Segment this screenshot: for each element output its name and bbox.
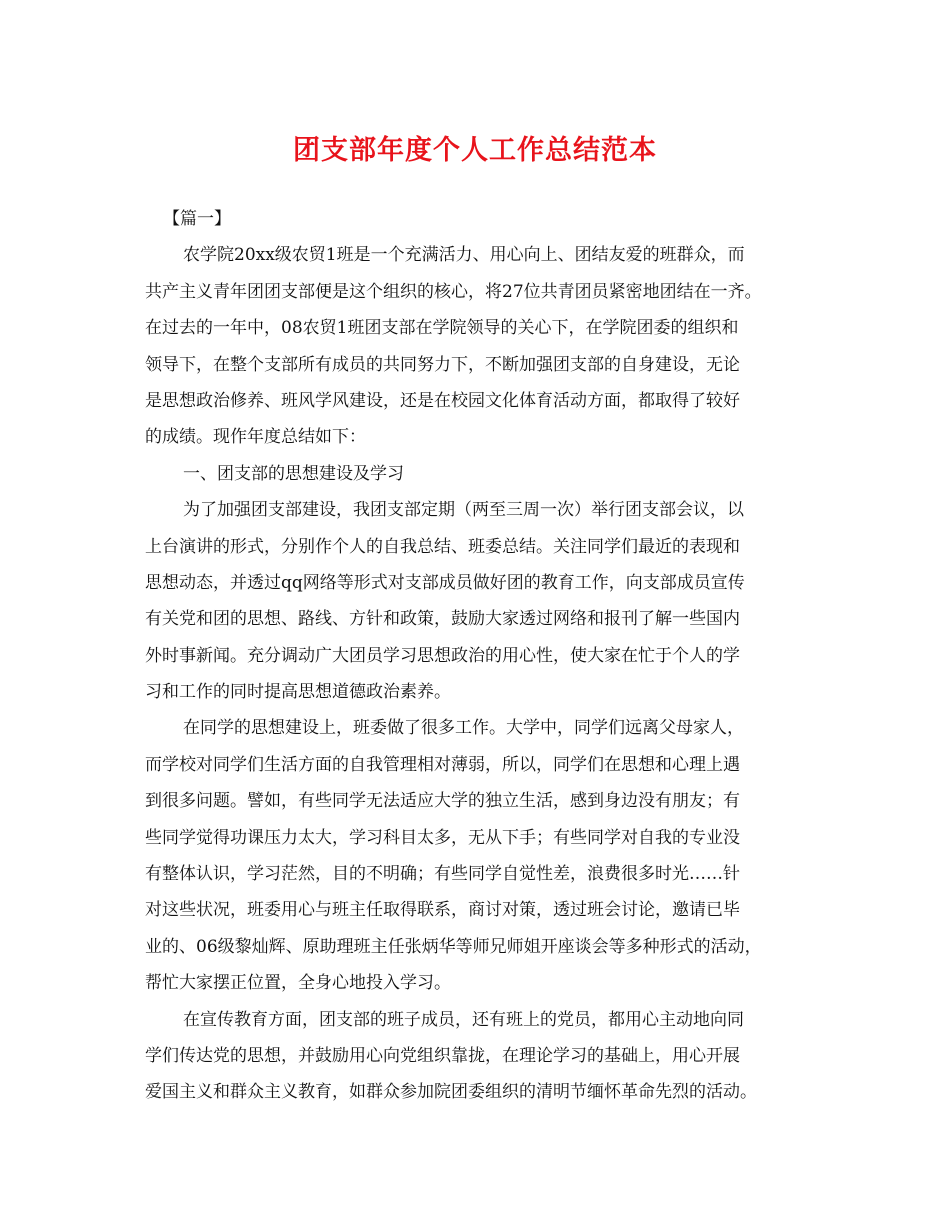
text-line: 有关党和团的思想、路线、方针和政策，鼓励大家透过网络和报刊了解一些国内 [145,609,740,630]
text-line: 农学院20xx级农贸1班是一个充满活力、用心向上、团结友爱的班群众，而 [183,245,745,266]
text-line: 共产主义青年团团支部便是这个组织的核心，将27位共青团员紧密地团结在一齐。 [145,281,762,302]
text-line: 帮忙大家摆正位置，全身心地投入学习。 [145,973,451,994]
text-line: 上台演讲的形式，分别作个人的自我总结、班委总结。关注同学们最近的表现和 [145,536,740,557]
text-line: 在宣传教育方面，团支部的班子成员，还有班上的党员，都用心主动地向同 [183,1009,744,1030]
text-line: 外时事新闻。充分调动广大团员学习思想政治的用心性，使大家在忙于个人的学 [145,645,740,666]
text-line: 对这些状况，班委用心与班主任取得联系，商讨对策，透过班会讨论，邀请已毕 [145,900,740,921]
document-body [145,201,805,1111]
text-line: 在同学的思想建设上，班委做了很多工作。大学中，同学们远离父母家人， [183,718,744,739]
text-line: 思想动态，并透过qq网络等形式对支部成员做好团的教育工作，向支部成员宣传 [145,572,745,593]
text-line: 【篇一】 [163,209,231,229]
text-line: 爱国主义和群众主义教育，如群众参加院团委组织的清明节缅怀革命先烈的活动。 [145,1082,757,1103]
text-line: 业的、06级黎灿辉、原助理班主任张炳华等师兄师姐开座谈会等多种形式的活动， [145,936,762,957]
text-line: 有整体认识，学习茫然，目的不明确；有些同学自觉性差，浪费很多时光……针 [145,864,740,885]
text-line: 在过去的一年中，08农贸1班团支部在学院领导的关心下，在学院团委的组织和 [145,318,739,339]
text-line: 的成绩。现作年度总结如下： [145,427,366,448]
text-line: 领导下，在整个支部所有成员的共同努力下，不断加强团支部的自身建设，无论 [145,354,740,375]
text-line: 是思想政治修养、班风学风建设，还是在校园文化体育活动方面，都取得了较好 [145,390,740,411]
text-line: 些同学觉得功课压力太大，学习科目太多，无从下手；有些同学对自我的专业没 [145,827,740,848]
text-line: 一、团支部的思想建设及学习 [183,463,404,484]
text-line: 习和工作的同时提高思想道德政治素养。 [145,682,451,703]
text-line: 到很多问题。譬如，有些同学无法适应大学的独立生活，感到身边没有朋友；有 [145,791,740,812]
text-line: 而学校对同学们生活方面的自我管理相对薄弱，所以，同学们在思想和心理上遇 [145,754,740,775]
document-title: 团支部年度个人工作总结范本 [293,135,657,166]
text-line: 为了加强团支部建设，我团支部定期（两至三周一次）举行团支部会议，以 [183,500,744,521]
text-line: 学们传达党的思想，并鼓励用心向党组织靠拢，在理论学习的基础上，用心开展 [145,1045,740,1066]
